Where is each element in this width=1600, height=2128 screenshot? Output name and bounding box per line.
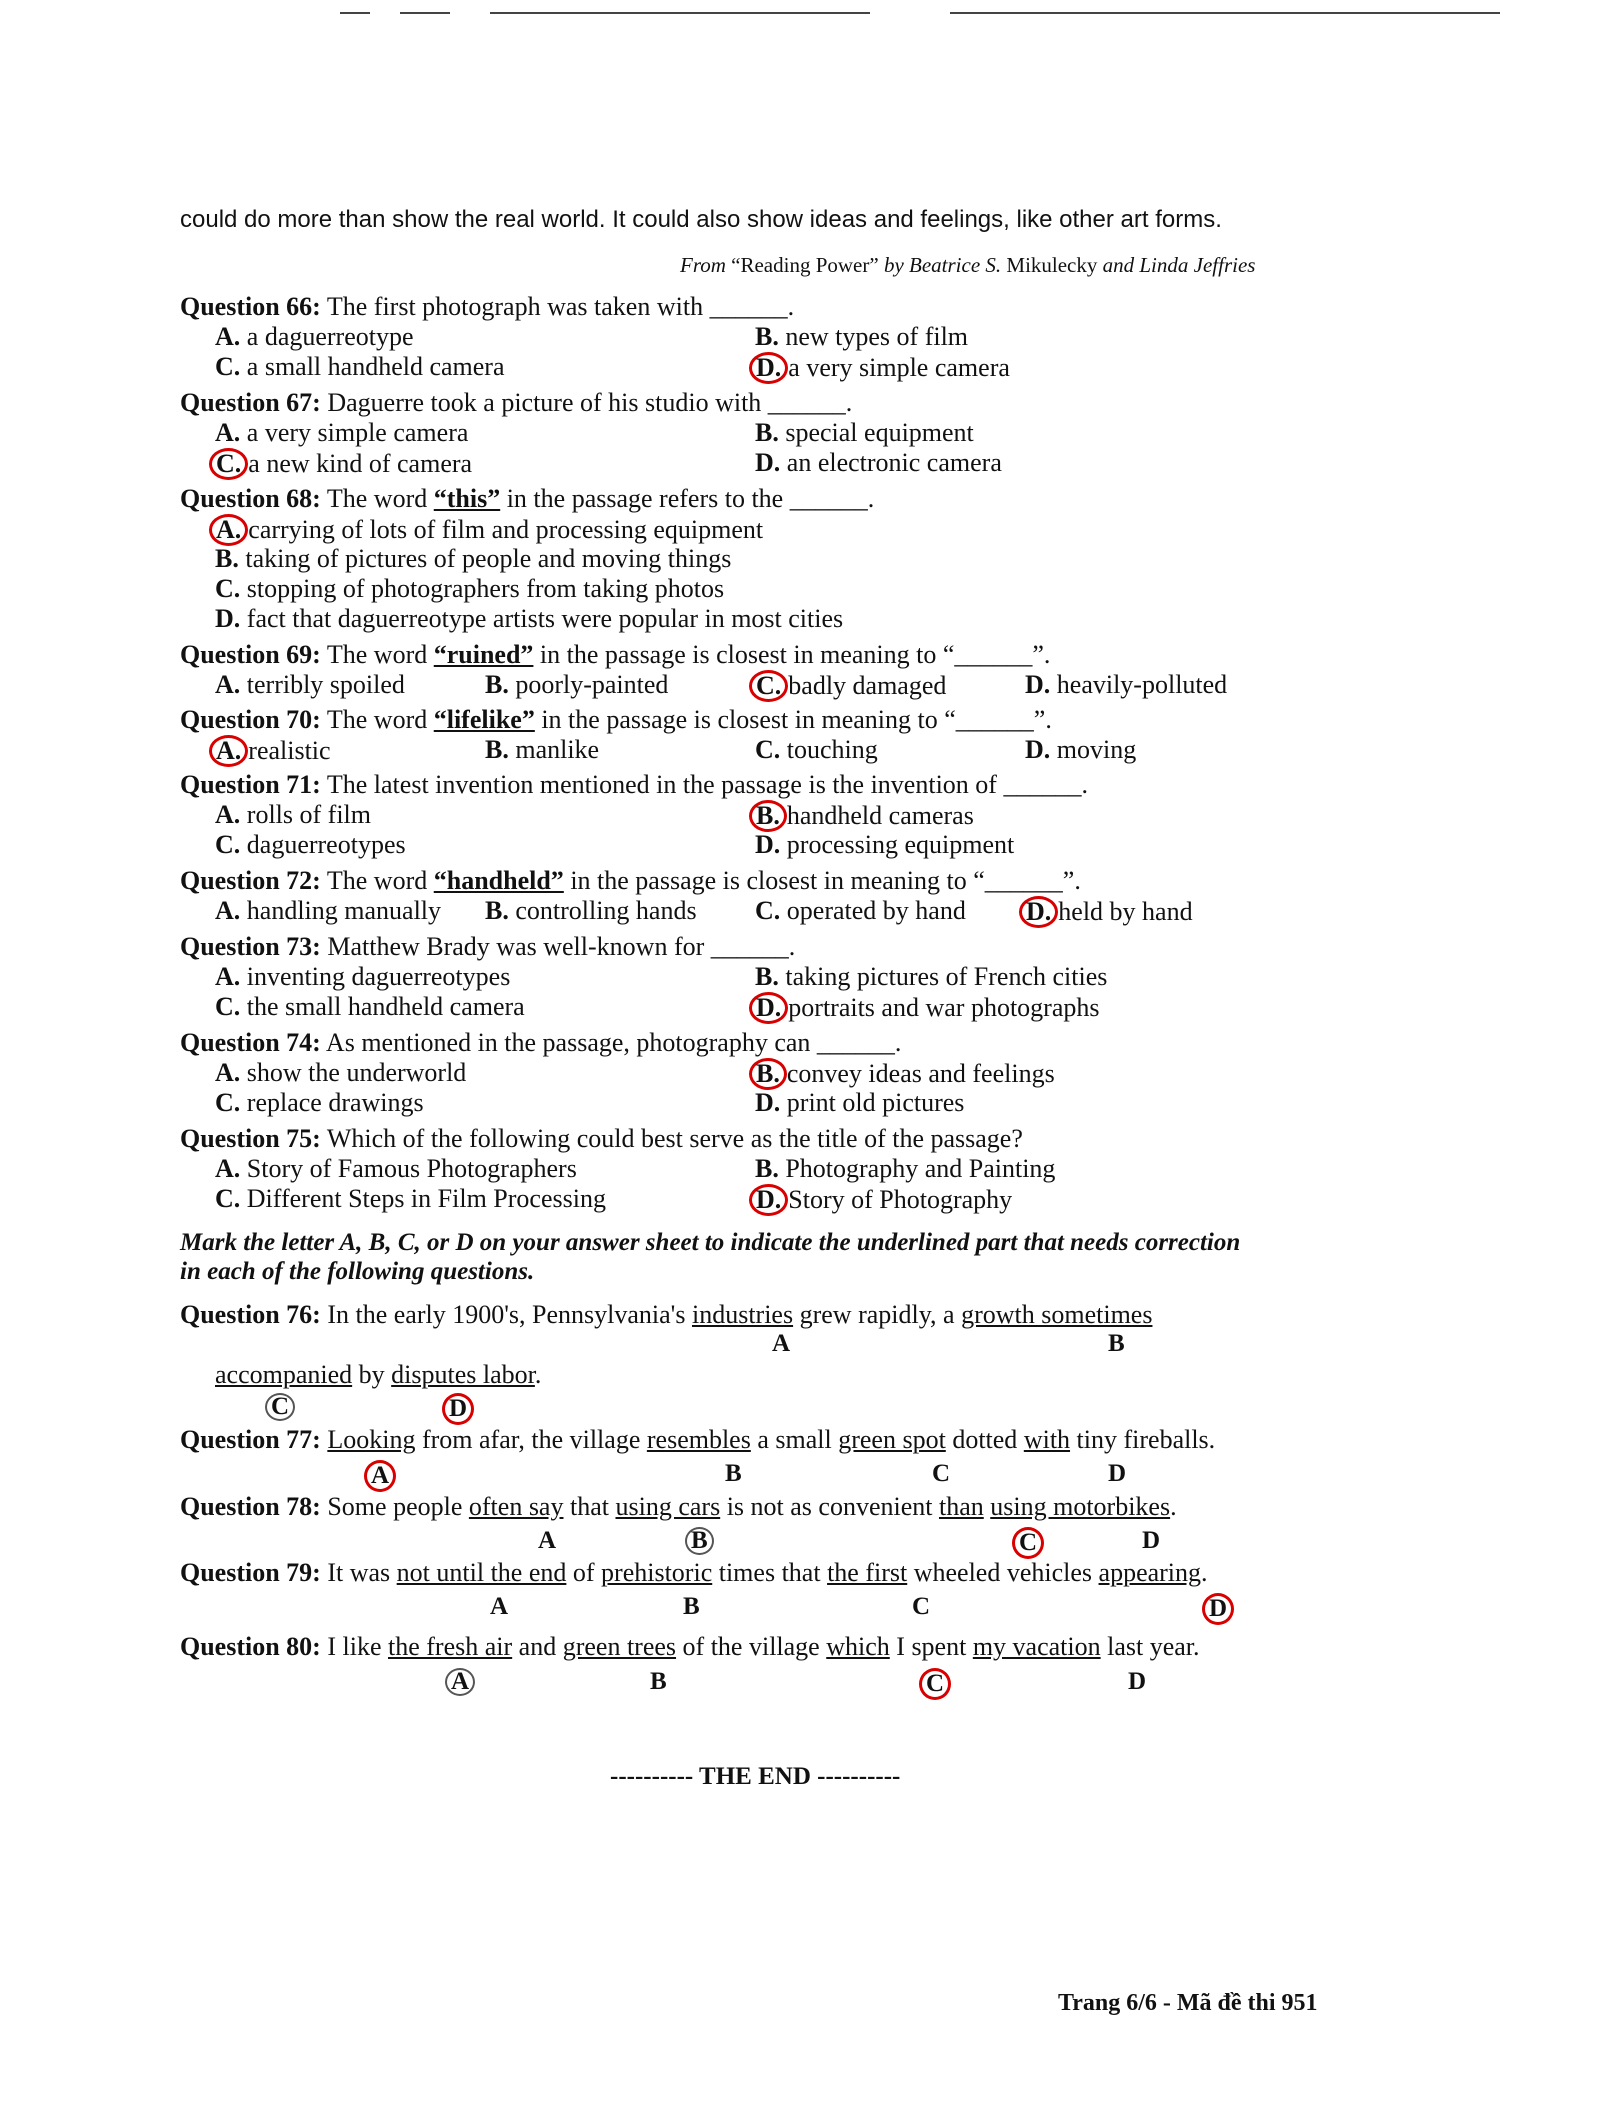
target-word: “this”: [433, 484, 501, 513]
option-marked: D. a very simple camera: [755, 352, 1010, 384]
option: A. terribly spoiled: [215, 670, 405, 699]
option: A. a daguerreotype: [215, 322, 414, 351]
option: A. rolls of film: [215, 800, 371, 829]
question-number: Question 68:: [180, 484, 321, 513]
underlined-part-a: the fresh air: [388, 1632, 513, 1661]
answer-circle: D.: [749, 992, 788, 1024]
option: A. a very simple camera: [215, 418, 469, 447]
answer-circle: D.: [1019, 896, 1058, 928]
option-marked: B. convey ideas and feelings: [755, 1058, 1055, 1090]
answer-circle: C: [919, 1668, 951, 1700]
question-number: Question 77:: [180, 1425, 321, 1454]
underlined-part-d: disputes labor: [391, 1360, 535, 1389]
letter-d-marked: [448, 1393, 474, 1425]
question-72-stem: Question 72: The word “handheld” in the passage is closest in meaning to “______”.: [180, 866, 1081, 895]
question-73-stem: Question 73: Matthew Brady was well-known for ______.: [180, 932, 796, 961]
option: B. taking pictures of French cities: [755, 962, 1108, 991]
answer-circle: D.: [749, 352, 788, 384]
option-marked: A. carrying of lots of film and processing equipment: [215, 514, 763, 546]
underlined-part-b: green trees: [562, 1632, 677, 1661]
source-coauthor: and Linda Jeffries: [1102, 253, 1256, 277]
letter-d: D: [1128, 1668, 1147, 1695]
underlined-part-b: resembles: [646, 1425, 751, 1454]
letter-a: A: [490, 1593, 509, 1620]
question-number: Question 66:: [180, 292, 321, 321]
question-77: Question 77: Looking from afar, the village resembles a small green spot dotted with tiny fireballs.: [180, 1425, 1216, 1454]
pencil-circle: B: [685, 1527, 714, 1555]
question-number: Question 70:: [180, 705, 321, 734]
underlined-part-d: using motorbikes: [990, 1492, 1171, 1521]
question-number: Question 69:: [180, 640, 321, 669]
underlined-part-a: industries: [691, 1300, 794, 1329]
top-rule: [490, 12, 870, 14]
option: B. controlling hands: [485, 896, 697, 925]
answer-circle: D.: [749, 1184, 788, 1216]
option: D. processing equipment: [755, 830, 1015, 859]
pencil-circle: C: [265, 1393, 295, 1421]
option: D. moving: [1025, 735, 1137, 764]
target-word: “ruined”: [433, 640, 534, 669]
option: C. replace drawings: [215, 1088, 424, 1117]
answer-circle: A: [364, 1460, 396, 1492]
option: B. poorly-painted: [485, 670, 669, 699]
letter-b: B: [1108, 1330, 1125, 1357]
underlined-part-a: often say: [468, 1492, 564, 1521]
underlined-part-a: not until the end: [396, 1558, 567, 1587]
letter-b: B: [725, 1460, 742, 1487]
source-author: Mikulecky: [1006, 253, 1098, 277]
option: C. daguerreotypes: [215, 830, 406, 859]
source-citation: [680, 250, 1255, 280]
letter-c: C: [932, 1460, 951, 1487]
letter-a: [445, 1668, 475, 1696]
question-80: Question 80: I like the fresh air and green trees of the village which I spent my vacation last year.: [180, 1632, 1200, 1661]
question-75-stem: Question 75: Which of the following could best serve as the title of the passage?: [180, 1124, 1023, 1153]
option: D. print old pictures: [755, 1088, 965, 1117]
answer-circle: C: [1012, 1527, 1044, 1559]
section-instruction: Mark the letter A, B, C, or D on your answer sheet to indicate the underlined part that needs correction in each of the following questions.: [180, 1229, 1241, 1285]
underlined-part-d: appearing: [1098, 1558, 1202, 1587]
letter-c: C: [912, 1593, 931, 1620]
answer-circle: C.: [749, 670, 788, 702]
option: C. Different Steps in Film Processing: [215, 1184, 606, 1213]
letter-c-marked: [1018, 1527, 1044, 1559]
question-number: Question 73:: [180, 932, 321, 961]
option: D. an electronic camera: [755, 448, 1002, 477]
underlined-part-c: green spot: [838, 1425, 946, 1454]
letter-a: A: [772, 1330, 791, 1357]
answer-circle: C.: [209, 448, 248, 480]
answer-circle: D: [1202, 1593, 1234, 1625]
option: A. handling manually: [215, 896, 442, 925]
option-marked: C. a new kind of camera: [215, 448, 472, 480]
question-number: Question 72:: [180, 866, 321, 895]
question-number: Question 71:: [180, 770, 321, 799]
source-by: by Beatrice S.: [883, 253, 1002, 277]
question-text: The first photograph was taken with ______.: [326, 292, 795, 321]
question-number: Question 78:: [180, 1492, 321, 1521]
passage-end: could do more than show the real world. It could also show ideas and feelings, like other art forms.: [180, 206, 1222, 233]
letter-c-marked: [925, 1668, 951, 1700]
question-number: Question 79:: [180, 1558, 321, 1587]
option-marked: D. Story of Photography: [755, 1184, 1012, 1216]
option: A. Story of Famous Photographers: [215, 1154, 577, 1183]
underlined-part-b: growth sometimes: [961, 1300, 1153, 1329]
option-marked: A. realistic: [215, 735, 331, 767]
option: D. fact that daguerreotype artists were popular in most cities: [215, 604, 844, 633]
question-69-stem: Question 69: The word “ruined” in the passage is closest in meaning to “______”.: [180, 640, 1051, 669]
question-74-stem: Question 74: As mentioned in the passage, photography can ______.: [180, 1028, 902, 1057]
question-76: Question 76: In the early 1900's, Pennsylvania's industries grew rapidly, a growth sometimes: [180, 1300, 1153, 1329]
option: C. a small handheld camera: [215, 352, 505, 381]
top-rule: [400, 12, 450, 14]
question-number: Question 67:: [180, 388, 321, 417]
target-word: “handheld”: [433, 866, 564, 895]
underlined-part-b: using cars: [615, 1492, 721, 1521]
option-marked: B. handheld cameras: [755, 800, 974, 832]
option-marked: C. badly damaged: [755, 670, 946, 702]
source-prefix: From: [680, 253, 726, 277]
underlined-part-c: accompanied: [215, 1360, 353, 1389]
option: B. special equipment: [755, 418, 974, 447]
letter-a: A: [538, 1527, 557, 1554]
option: C. touching: [755, 735, 878, 764]
answer-circle: A.: [209, 514, 248, 546]
underlined-part-c: which: [826, 1632, 890, 1661]
underlined-part-c: the first: [827, 1558, 908, 1587]
option: B. Photography and Painting: [755, 1154, 1056, 1183]
answer-circle: D: [442, 1393, 474, 1425]
question-78: Question 78: Some people often say that using cars is not as convenient than using motorbikes.: [180, 1492, 1177, 1521]
question-number: Question 74:: [180, 1028, 321, 1057]
letter-b: [685, 1527, 714, 1555]
answer-circle: A.: [209, 735, 248, 767]
underlined-part-b: prehistoric: [601, 1558, 713, 1587]
question-number: Question 80:: [180, 1632, 321, 1661]
question-79: Question 79: It was not until the end of prehistoric times that the first wheeled vehicles appearing.: [180, 1558, 1208, 1587]
option: B. manlike: [485, 735, 600, 764]
letter-c: [265, 1393, 295, 1421]
question-70-stem: Question 70: The word “lifelike” in the passage is closest in meaning to “______”.: [180, 705, 1052, 734]
letter-b: B: [683, 1593, 700, 1620]
end-marker: ---------- THE END ----------: [610, 1763, 901, 1790]
underlined-part-d: my vacation: [972, 1632, 1101, 1661]
question-text: Daguerre took a picture of his studio with ______.: [327, 388, 853, 417]
top-rule: [950, 12, 1500, 14]
question-68-stem: Question 68: The word “this” in the passage refers to the ______.: [180, 484, 875, 513]
option: B. new types of film: [755, 322, 969, 351]
letter-a-marked: [370, 1460, 396, 1492]
option-marked: D. held by hand: [1025, 896, 1193, 928]
top-rule: [340, 12, 370, 14]
page-footer: Trang 6/6 - Mã đề thi 951: [1058, 1990, 1318, 2016]
target-word: “lifelike”: [433, 705, 535, 734]
answer-circle: B.: [749, 800, 787, 832]
letter-d: D: [1142, 1527, 1161, 1554]
option: B. taking of pictures of people and moving things: [215, 544, 732, 573]
source-title: “Reading Power”: [731, 253, 879, 277]
question-67-stem: [180, 388, 852, 418]
question-66-stem: [180, 292, 794, 322]
option-marked: D. portraits and war photographs: [755, 992, 1099, 1024]
option: A. show the underworld: [215, 1058, 467, 1087]
pencil-circle: A: [445, 1668, 475, 1696]
question-71-stem: Question 71: The latest invention mentioned in the passage is the invention of ______.: [180, 770, 1088, 799]
answer-circle: B.: [749, 1058, 787, 1090]
question-number: Question 75:: [180, 1124, 321, 1153]
option: D. heavily-polluted: [1025, 670, 1228, 699]
letter-d-marked: [1208, 1593, 1234, 1625]
option: C. the small handheld camera: [215, 992, 525, 1021]
underlined-part-d: with: [1023, 1425, 1071, 1454]
underlined-part-c: than: [938, 1492, 984, 1521]
letter-d: D: [1108, 1460, 1127, 1487]
underlined-part-a: Looking: [327, 1425, 416, 1454]
question-number: Question 76:: [180, 1300, 321, 1329]
letter-b: B: [650, 1668, 667, 1695]
option: A. inventing daguerreotypes: [215, 962, 511, 991]
option: C. operated by hand: [755, 896, 966, 925]
option: C. stopping of photographers from taking photos: [215, 574, 725, 603]
question-76-cont: accompanied by disputes labor.: [215, 1360, 542, 1389]
